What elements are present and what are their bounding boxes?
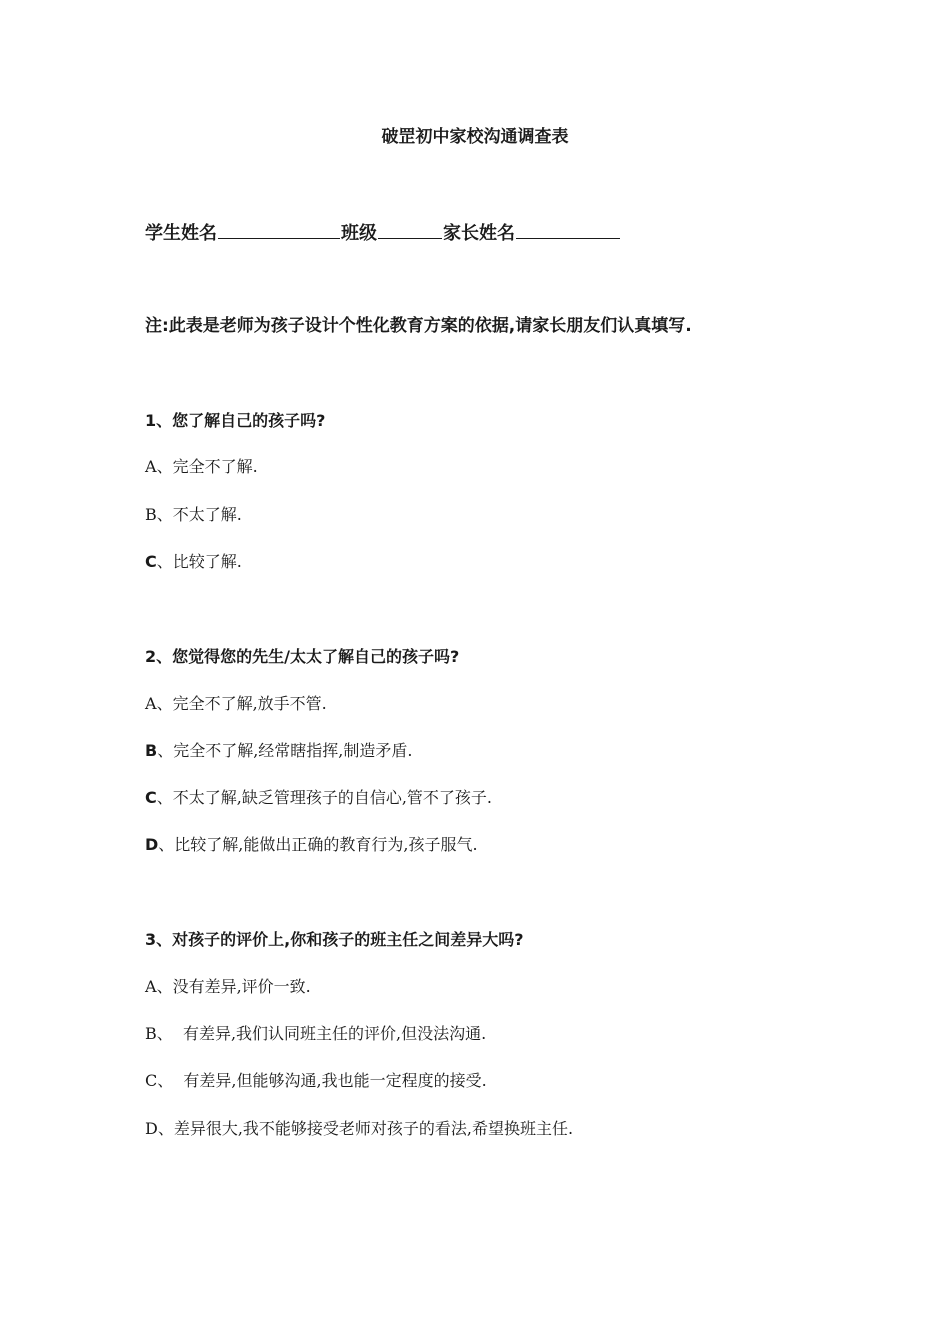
option-letter: B	[145, 741, 158, 760]
question-3-option-c[interactable]	[145, 1070, 487, 1092]
option-text: 、没有差异,评价一致.	[156, 977, 311, 996]
question-2: 2、您觉得您的先生/太太了解自己的孩子吗?	[145, 647, 460, 666]
parent-name-blank[interactable]	[516, 220, 620, 239]
option-letter: A	[145, 457, 157, 476]
student-name-label: 学生姓名	[145, 223, 217, 244]
question-1-option-c[interactable]	[145, 551, 242, 573]
option-text: 、完全不了解.	[156, 457, 258, 476]
question-2-option-d[interactable]	[145, 834, 478, 856]
option-text: 、不太了解,缺乏管理孩子的自信心,管不了孩子.	[156, 788, 493, 807]
option-text: 、 有差异,我们认同班主任的评价,但没法沟通.	[156, 1024, 487, 1043]
option-text: 、完全不了解,经常瞎指挥,制造矛盾.	[157, 741, 413, 760]
option-letter: A	[145, 694, 157, 713]
option-letter: D	[145, 835, 159, 854]
question-3: 3、对孩子的评价上,你和孩子的班主任之间差异大吗?	[145, 930, 524, 949]
option-letter: C	[145, 1071, 158, 1090]
option-text: 、比较了解.	[156, 552, 242, 571]
option-text: 、差异很大,我不能够接受老师对孩子的看法,希望换班主任.	[157, 1119, 574, 1138]
survey-note: 注:此表是老师为孩子设计个性化教育方案的依据,请家长朋友们认真填写.	[145, 316, 692, 336]
option-letter: C	[145, 788, 157, 807]
class-label: 班级	[341, 223, 377, 244]
option-text: 、不太了解.	[156, 505, 242, 524]
student-info-line	[145, 220, 621, 246]
option-letter: D	[145, 1119, 158, 1138]
page-title: 破罡初中家校沟通调查表	[381, 127, 569, 147]
option-letter: A	[145, 977, 157, 996]
parent-name-label: 家长姓名	[443, 223, 515, 244]
question-3-option-d[interactable]	[145, 1118, 573, 1140]
student-name-blank[interactable]	[218, 220, 340, 239]
option-text: 、完全不了解,放手不管.	[156, 694, 327, 713]
question-2-option-b[interactable]	[145, 740, 412, 762]
option-letter: C	[145, 552, 157, 571]
question-1-option-b[interactable]	[145, 504, 242, 526]
option-letter: B	[145, 505, 157, 524]
option-text: 、比较了解,能做出正确的教育行为,孩子服气.	[158, 835, 478, 854]
question-3-option-a[interactable]	[145, 976, 311, 998]
question-1: 1、您了解自己的孩子吗?	[145, 411, 326, 430]
question-2-option-c[interactable]	[145, 787, 492, 809]
option-letter: B	[145, 1024, 157, 1043]
question-3-option-b[interactable]	[145, 1023, 486, 1045]
option-text: 、 有差异,但能够沟通,我也能一定程度的接受.	[157, 1071, 487, 1090]
class-blank[interactable]	[378, 220, 442, 239]
question-1-option-a[interactable]	[145, 456, 258, 478]
question-2-option-a[interactable]	[145, 693, 327, 715]
